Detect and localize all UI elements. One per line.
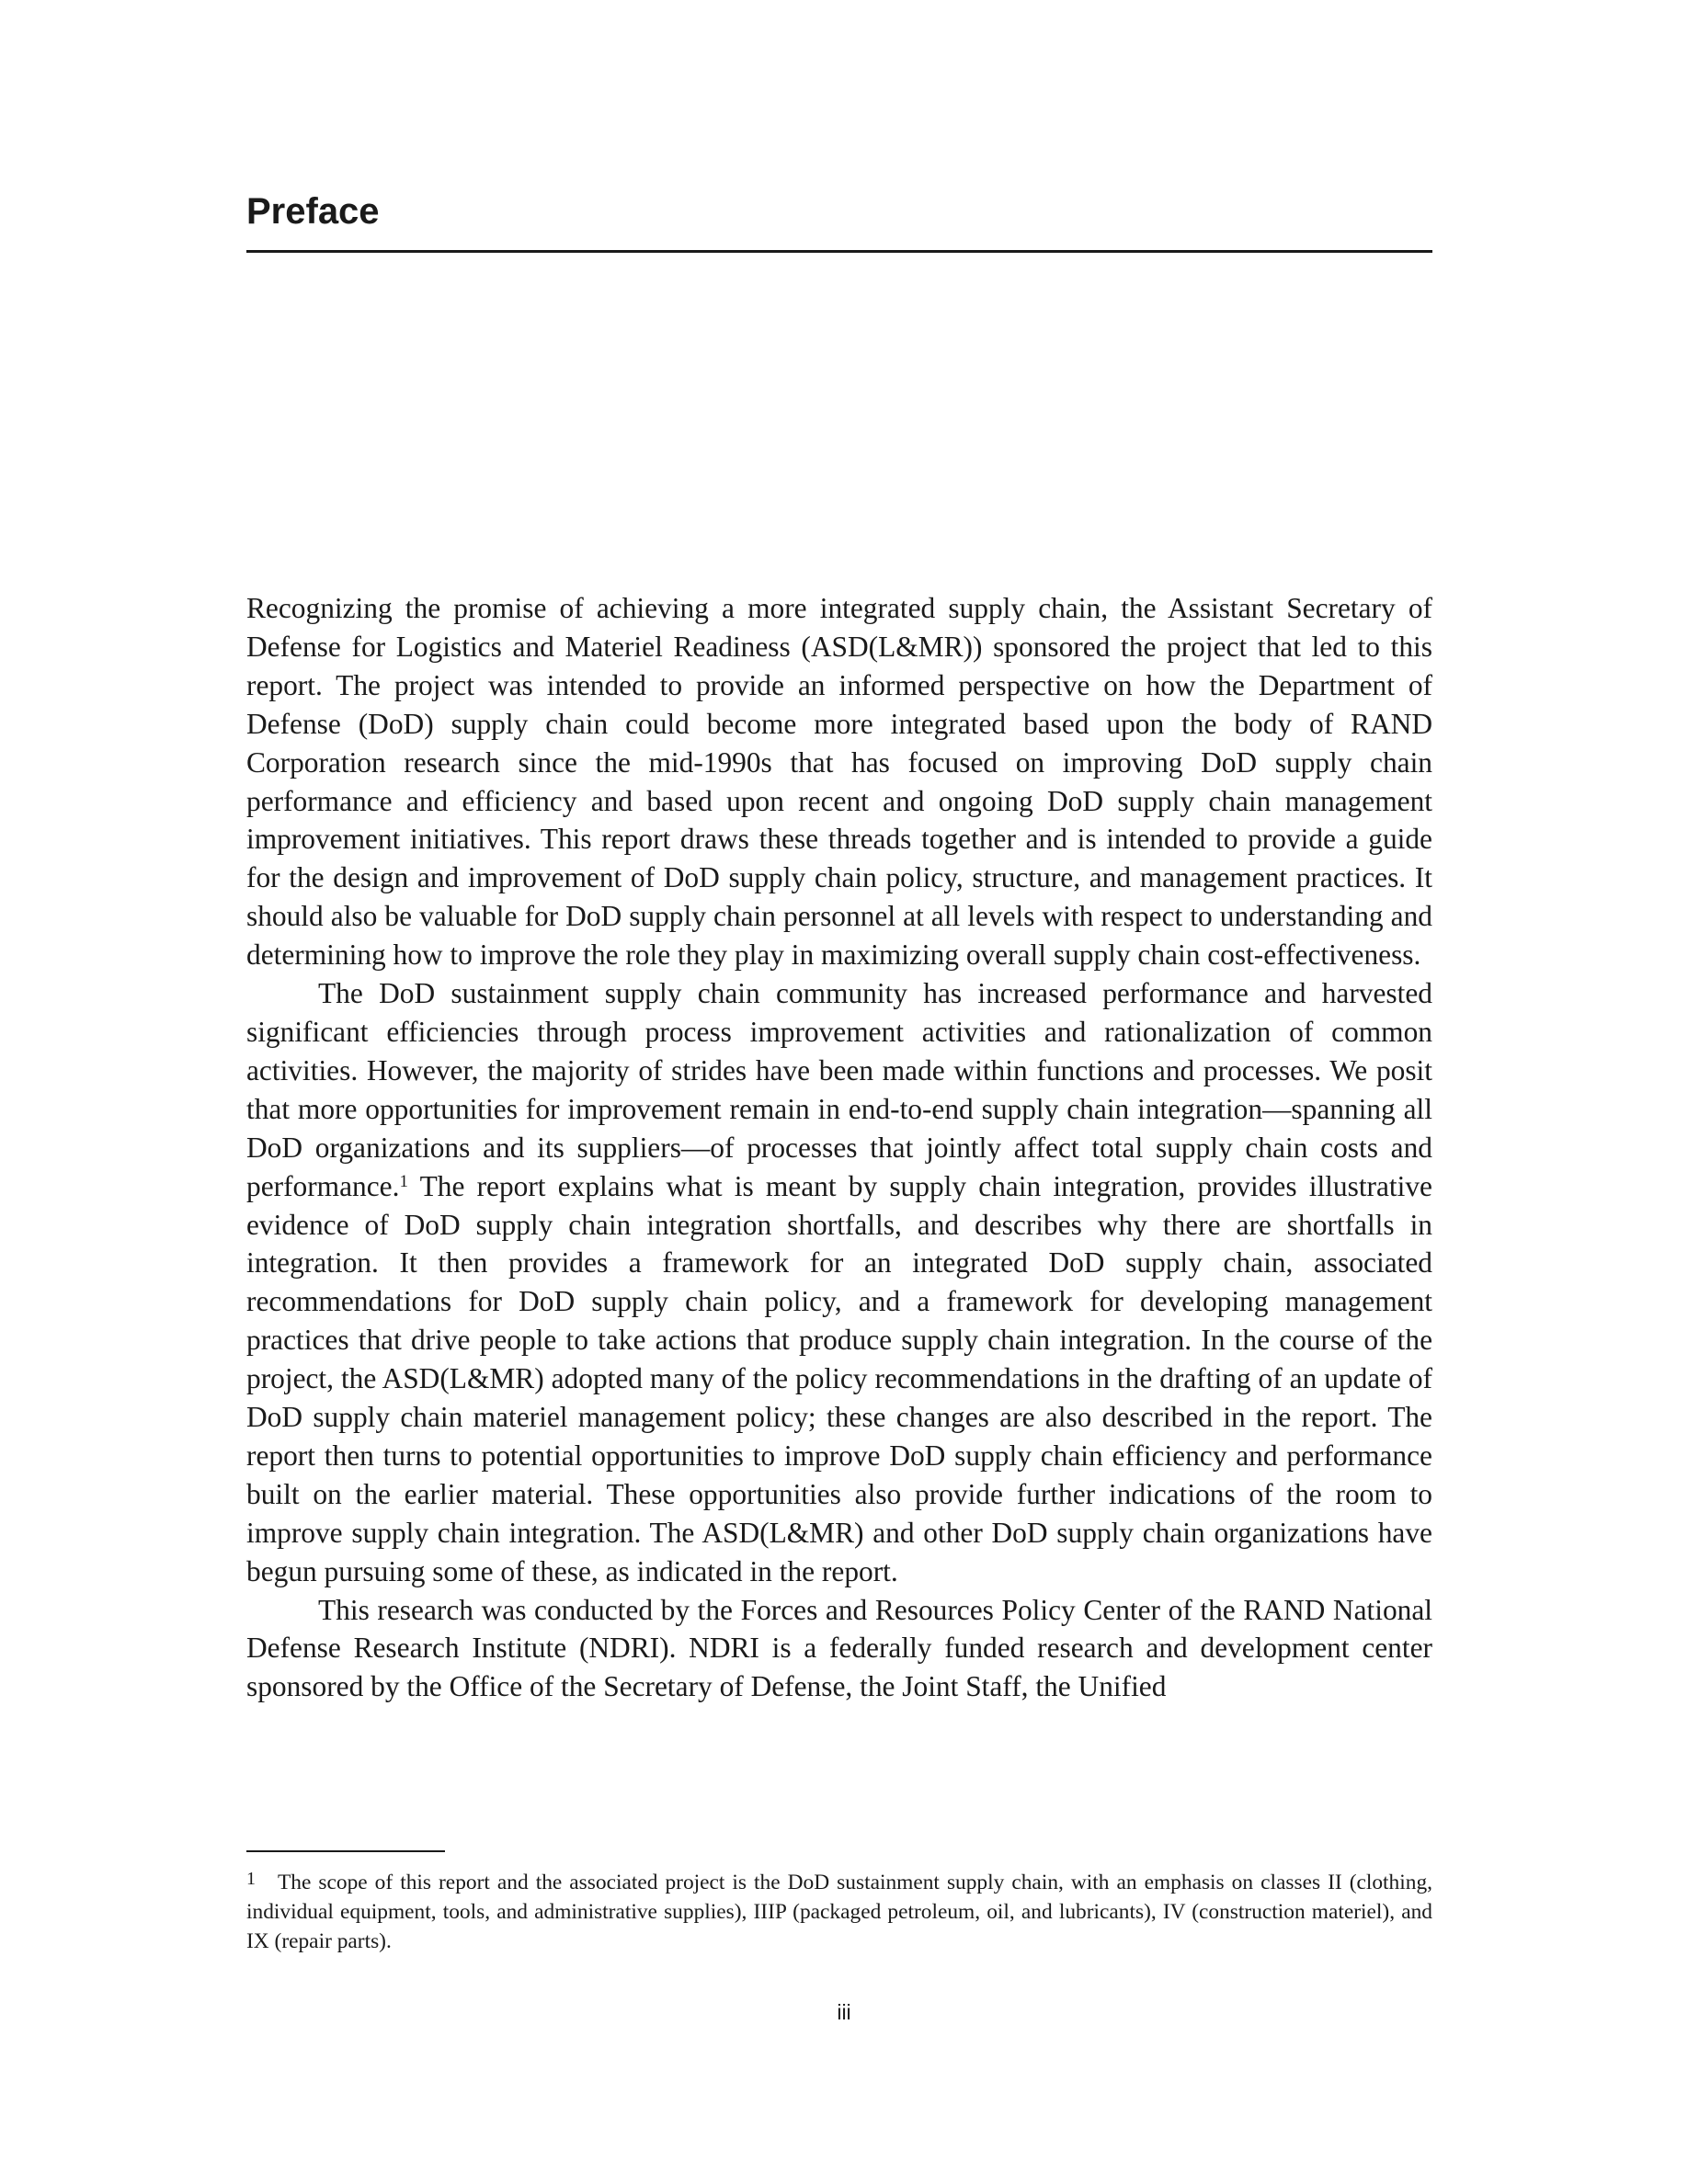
paragraph-2-text-start: The DoD sustainment supply chain community has increased performance and harvested significant efficiencies through process improvement activities and rationalization of common activities. However, the majority of strides have been made within functions and processes. We posit that more opportunities for improvement remain in end-to-end supply chain integration—spanning all DoD organizations and its suppliers—of processes that jointly affect total supply chain costs and performance. [246, 977, 1432, 1202]
paragraph-1-text: Recognizing the promise of achieving a more integrated supply chain, the Assistant Secretary of Defense for Logistics and Materiel Readiness (ASD(L&MR)) sponsored the project that led to this report. The project was intended to provide an informed perspective on how the Department of Defense (DoD) supply chain could become more integrated based upon the body of RAND Corporation research since the mid-1990s that has focused on improving DoD supply chain performance and efficiency and based upon recent and ongoing DoD supply chain management improvement initiatives. This report draws these threads together and is intended to provide a guide for the design and improvement of DoD supply chain policy, structure, and management practices. It should also be valuable for DoD supply chain personnel at all levels with respect to understanding and determining how to improve the role they play in maximizing overall supply chain cost-effectiveness. [246, 592, 1432, 972]
paragraph-1 [246, 589, 1432, 974]
title-rule [246, 250, 1432, 253]
paragraph-2 [246, 974, 1432, 1591]
footnote-rule [246, 1850, 445, 1852]
footnote-text: The scope of this report and the associated project is the DoD sustainment supply chain, with an emphasis on classes II (clothing, individual equipment, tools, and administrative supplies), IIIP (packaged petroleum, oil, and lubricants), IV (construction materiel), and IX (repair parts). [246, 1871, 1432, 1953]
page-number: iii [837, 2000, 851, 2024]
body-text [246, 589, 1432, 1706]
paragraph-2-text-end: The report explains what is meant by supply chain integration, provides illustrative evidence of DoD supply chain integration shortfalls, and describes why there are shortfalls in integration. It then provides a framework for an integrated DoD supply chain, associated recommendations for DoD supply chain policy, and a framework for developing management practices that drive people to take actions that produce supply chain integration. In the course of the project, the ASD(L&MR) adopted many of the policy recommendations in the drafting of an update of DoD supply chain materiel management policy; these changes are also described in the report. The report then turns to potential opportunities to improve DoD supply chain efficiency and performance built on the earlier material. These opportunities also provide further indications of the room to improve supply chain integration. The ASD(L&MR) and other DoD supply chain organizations have begun pursuing some of these, as indicated in the report. [246, 1169, 1432, 1587]
footnote [246, 1864, 1432, 1956]
paragraph-3 [246, 1591, 1432, 1707]
footnote-reference[interactable]: 1 [399, 1171, 408, 1191]
paragraph-3-text: This research was conducted by the Forces and Resources Policy Center of the RAND National Defense Research Institute (NDRI). NDRI is a federally funded research and development center sponsored by the Office of the Secretary of Defense, the Joint Staff, the Unified [246, 1593, 1432, 1703]
page-title: Preface [246, 191, 380, 232]
footnote-number: 1 [246, 1869, 256, 1889]
